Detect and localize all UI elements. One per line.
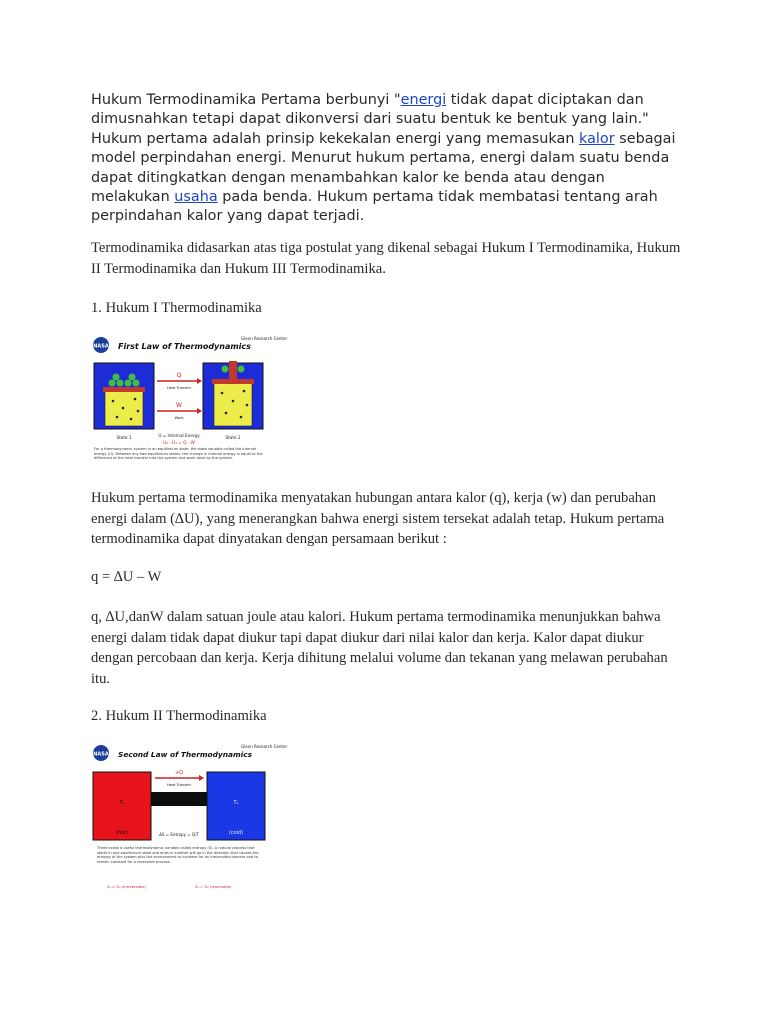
heat-q-label: Q <box>176 372 182 379</box>
hot-label: (hot) <box>115 830 129 836</box>
kalor-link[interactable]: kalor <box>579 130 615 147</box>
work-w-label: W <box>176 402 182 409</box>
first-law-equation: U₂ - U₁ = Q - W <box>163 440 195 445</box>
heat-q-label: +Q <box>174 770 184 776</box>
piston-state2 <box>212 379 254 384</box>
intro-text: pada benda. Hukum pertama tidak membatasi tentang arah perpindahan kalor yang dapat terjadi. <box>91 189 658 225</box>
first-law-figure <box>91 333 288 483</box>
figure1-title: First Law of Thermodynamics <box>118 342 251 351</box>
intro-paragraph <box>91 91 681 227</box>
conducting-bar <box>151 792 207 806</box>
state1-label: State 1 <box>116 435 132 440</box>
postulates-paragraph: Termodinamika didasarkan atas tiga postulat yang dikenal sebagai Hukum I Termodinamika, Hukum II Termodinamika dan Hukum III Termodinamika. <box>91 240 681 277</box>
cold-temp-label: T₁ <box>233 800 239 806</box>
state2-label: State 2 <box>225 435 241 440</box>
nasa-logo-text: NASA <box>93 751 109 758</box>
hot-temp-label: Tₕ <box>119 800 125 806</box>
figure1-center: Glenn Research Center <box>241 336 288 341</box>
intro-text: tidak dapat diciptakan dan dimusnahkan tetapi dapat dikonversi dari suatu bentuk ke bentuk yang lain." Hukum pertama adalah prinsip kekekalan energi yang memasukan <box>91 92 649 147</box>
figure2-title: Second Law of Thermodynamics <box>118 750 252 759</box>
figure2-center: Glenn Research Center <box>241 744 288 749</box>
intro-text: sebagai model perpindahan energi. Menurut hukum pertama, energi dalam suatu benda dapat ditingkatkan dengan menambahkan kalor ke benda atau dengan melakukan <box>91 130 676 206</box>
figure2-caption: There exists a useful thermodynamic variable called entropy (S). A natural process that starts in one equilibrium state and ends in another will go in the direction that causes the entropy of the system plus the environment to increase for an irreversible process and to remain constant for a reversible process. <box>97 846 259 864</box>
nasa-logo-text: NASA <box>93 343 109 350</box>
piston-state1 <box>103 387 145 392</box>
intro-text: Hukum Termodinamika Pertama berbunyi " <box>91 92 401 108</box>
entropy-label: ΔS = Entropy = Q/T <box>159 832 199 837</box>
reversible-label: S₁ = S₀ (reversible) <box>195 884 232 889</box>
first-law-equation-text: q = ∆U – W <box>91 569 162 585</box>
second-law-figure <box>91 740 288 895</box>
work-label: Work <box>174 416 184 420</box>
heading-first-law: 1. Hukum I Thermodinamika <box>91 300 262 316</box>
irreversible-label: S₁ > S₀ (irreversible) <box>107 884 146 889</box>
heading-second-law: 2. Hukum II Thermodinamika <box>91 708 267 724</box>
cold-label: (cold) <box>228 830 244 836</box>
usaha-link[interactable]: usaha <box>174 189 218 206</box>
internal-energy-label: U = Internal Energy <box>158 433 200 438</box>
heat-transfer-label: Heat Transfer <box>166 386 192 390</box>
figure1-caption: For a thermodynamic system in an equilibrium state, the state variable called the internal energy (U). Between any two equilibrium states, the change in internal energy is equal to the difference of the heat transfer into the system and work done by the system. <box>94 447 263 461</box>
energi-link[interactable]: energi <box>400 92 447 108</box>
heat-transfer-label: Heat Transfer <box>166 783 192 787</box>
units-paragraph: q, ∆U,danW dalam satuan joule atau kalori. Hukum pertama termodinamika menunjukkan bahwa energi dalam tidak dapat diukur tapi dapat diukur dari nilai kalor dan kerja. Kalor dapat diukur dengan percobaan dan kerja. Kerja dihitung melalui volume dan tekanan yang melawan perubahan itu. <box>91 609 668 687</box>
first-law-explanation: Hukum pertama termodinamika menyatakan hubungan antara kalor (q), kerja (w) dan perubahan energi dalam (∆U), yang menerangkan bahwa energi sistem tersekat adalah tetap. Hukum pertama termodinamika dapat dinyatakan dengan persamaan berikut : <box>91 490 665 548</box>
